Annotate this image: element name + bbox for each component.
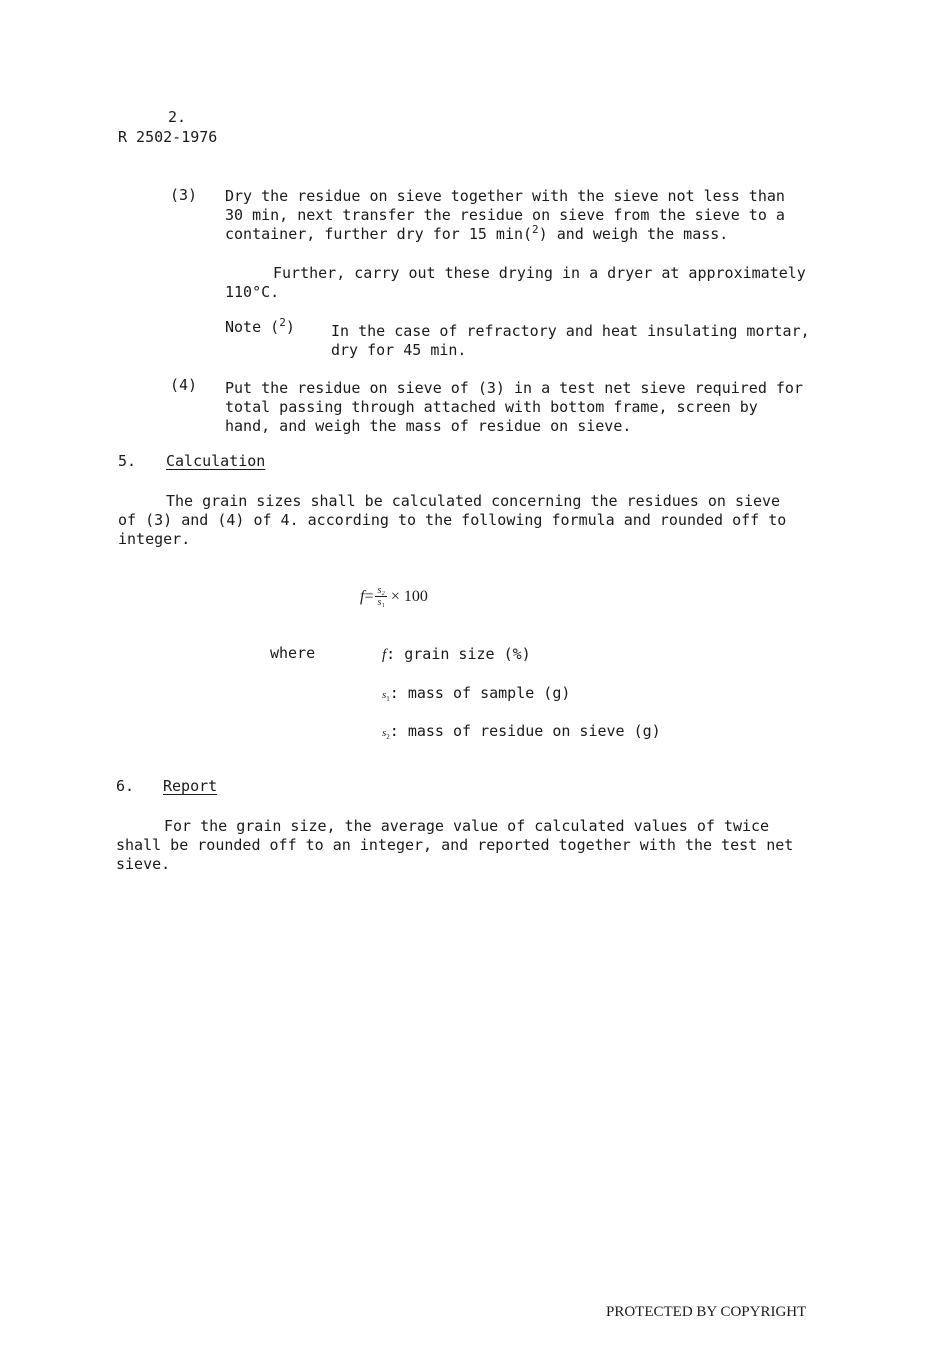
section-6-paragraph: For the grain size, the average value of calculated values of twice shall be rounded off to an integer, and reported together with the test net sieve. [116,817,794,873]
section-5-paragraph: The grain sizes shall be calculated concerning the residues on sieve of (3) and (4) of 4. according to the following formula and rounded off to integer. [118,492,787,548]
where-label: where [270,644,316,662]
definition-s1-letter: s [382,689,387,701]
note-2-label-a: Note ( [225,318,280,336]
item-3-text-b: ) and weigh the mass. [538,225,729,243]
note-2-text: In the case of refractory and heat insulating mortar, dry for 45 min. [331,322,810,359]
item-3-drying-note: Further, carry out these drying in a dryer at approximately 110°C. [225,264,806,301]
document-id: R 2502-1976 [118,128,218,146]
definition-f-symbol: f [382,647,387,663]
section-5-number: 5. [118,452,137,470]
grain-size-formula [360,585,428,608]
definition-s2-sub: 2 [386,733,390,742]
item-4-label: (4) [170,376,198,394]
page-number: 2. [168,108,187,126]
definition-s1-sub: 1 [386,695,390,704]
definition-f-text: : grain size (%) [386,645,531,663]
definition-s2 [382,722,661,747]
definition-f [382,645,531,665]
item-3-text-a: Dry the residue on sieve together with the sieve not less than 30 min, next transfer the residue on sieve from the sieve to a container, further dry for 15 min( [225,187,785,243]
definition-s2-letter: s [382,727,387,739]
formula-lhs: f [360,588,365,605]
formula-denominator: s₁ [377,597,385,608]
item-3-label: (3) [170,186,198,204]
formula-equals: = [364,588,374,605]
item-4-text: Put the residue on sieve of (3) in a test net sieve required for total passing through attached with bottom frame, screen by hand, and weigh the mass of residue on sieve. [225,379,803,435]
section-6-heading: Report [163,777,218,795]
item-3-text [225,187,865,244]
definition-s1-symbol [382,689,390,704]
copyright-footer: PROTECTED BY COPYRIGHT [606,1304,807,1320]
note-2-label [225,318,295,337]
section-5-heading: Calculation [166,452,266,470]
formula-fraction [375,585,386,608]
section-6-number: 6. [116,777,135,795]
note-2-label-b: ) [285,318,295,336]
note-2-sup: 2 [279,316,286,329]
definition-s2-symbol [382,727,390,742]
definition-s1 [382,684,570,709]
definition-s2-text: : mass of residue on sieve (g) [389,722,661,740]
formula-multiplier: × 100 [390,588,428,605]
item-3-footnote-ref: 2 [532,223,539,236]
formula-numerator: s₂ [377,585,385,596]
definition-s1-text: : mass of sample (g) [389,684,571,702]
